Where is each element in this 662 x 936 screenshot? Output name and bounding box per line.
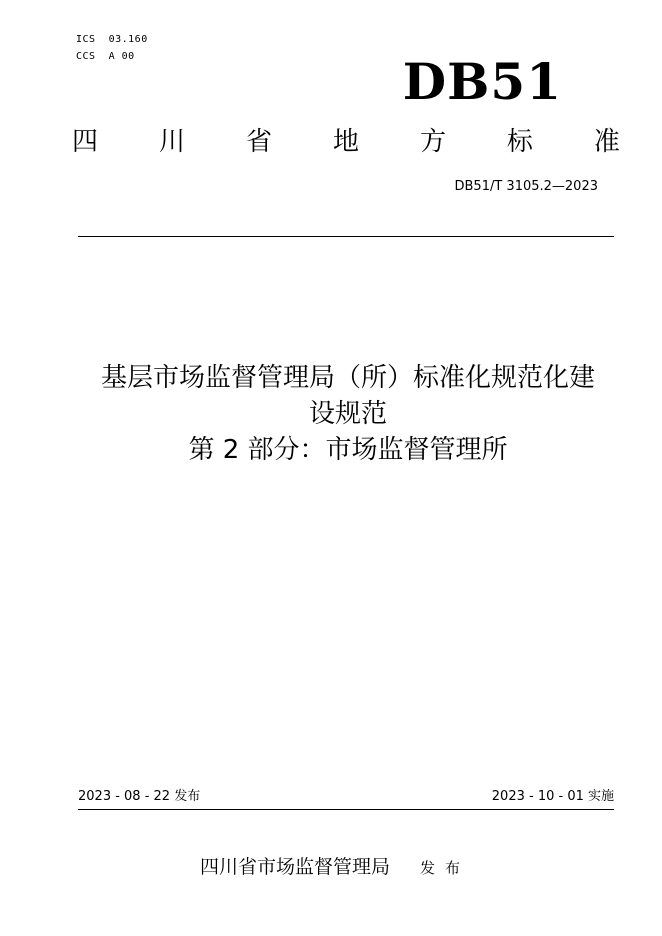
issue-date: 2023 - 08 - 22 发布 [78,789,201,804]
standard-type-char: 标 [506,127,533,157]
standard-type-char: 四 [72,127,99,157]
publisher-line [200,854,470,881]
standard-code: DB51/T 3105.2—2023 [454,179,598,194]
title-line-1: 基层市场监督管理局（所）标准化规范化建 [100,363,595,393]
db-logo: DB51 [402,52,562,111]
bottom-divider [78,809,614,810]
title-line-2: 设规范 [308,399,387,429]
standard-type-char: 川 [158,127,185,157]
date-row [78,788,614,806]
implement-date: 2023 - 10 - 01 实施 [491,789,614,804]
classification-codes [76,31,148,65]
standard-type-char: 方 [419,127,446,157]
top-divider [78,236,614,237]
ics-code: ICS 03.160 [76,34,148,45]
standard-type-char: 准 [593,127,620,157]
standard-type-char: 省 [245,127,272,157]
ccs-code: CCS A 00 [76,51,135,62]
standard-type-char: 地 [332,127,359,157]
publisher-name: 四川省市场监督管理局 [200,856,391,878]
publish-label: 发布 [420,859,471,877]
document-title [60,360,636,468]
title-line-3: 第 2 部分：市场监督管理所 [188,435,508,465]
standard-type-heading [72,124,620,160]
